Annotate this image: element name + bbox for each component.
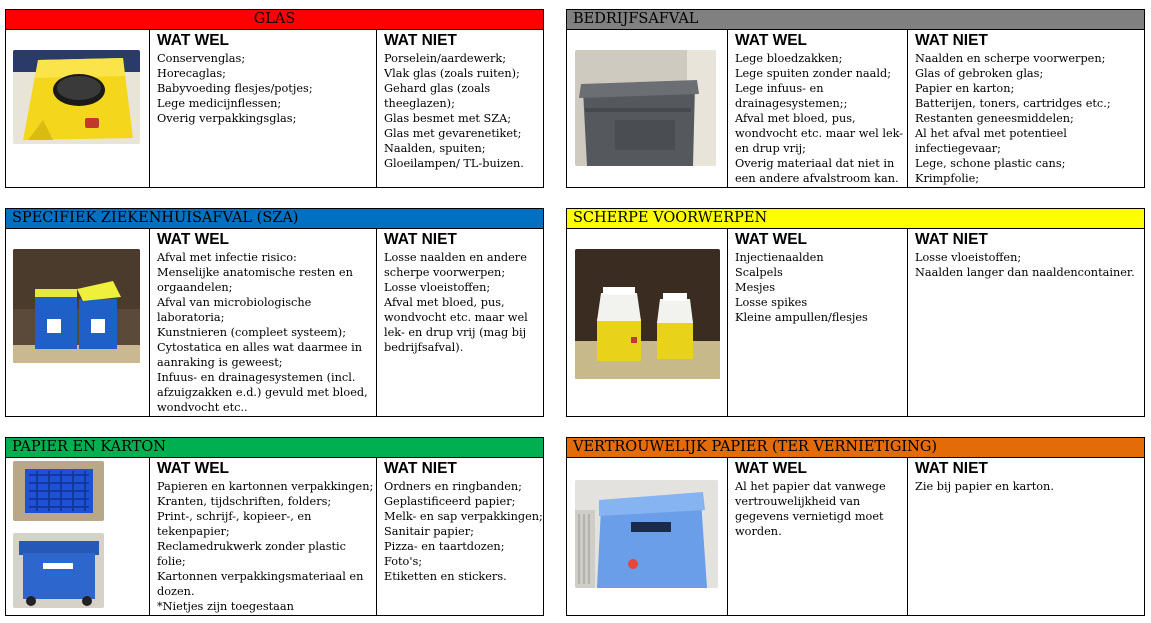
section-header-sza: SPECIFIEK ZIEKENHUISAFVAL (SZA)	[5, 208, 544, 229]
niet-list	[908, 249, 1144, 280]
niet-item: lek- en drup vrij (mag bij	[384, 326, 527, 339]
wel-item: wondvocht etc..	[157, 401, 248, 414]
blue-confidential-bin-photo	[575, 480, 718, 588]
wel-item: Afval met infectie risico:	[157, 251, 297, 264]
wel-item: drainagesystemen;;	[735, 97, 848, 110]
niet-item: Al het afval met potentieel	[915, 127, 1067, 140]
wel-item: Lege infuus- en	[735, 82, 824, 95]
niet-item: Vlak glas (zoals ruiten);	[384, 67, 520, 80]
wel-item: tekenpapier;	[157, 525, 230, 538]
wel-column-papier	[149, 458, 376, 615]
niet-item: Losse naalden en andere	[384, 251, 527, 264]
yellow-glass-bin-photo	[13, 50, 140, 144]
niet-item: theeglazen);	[384, 97, 455, 110]
wel-list	[150, 50, 376, 126]
wel-item: Lege medicijnflessen;	[157, 97, 282, 110]
wel-item: Menselijke anatomische resten en	[157, 266, 353, 279]
section-vertrouwelijk-papier	[566, 437, 1145, 616]
niet-item: Batterijen, toners, cartridges etc.;	[915, 97, 1111, 110]
niet-item: Losse vloeistoffen;	[915, 251, 1022, 264]
niet-list	[377, 50, 543, 171]
section-header-bedrijfsafval: BEDRIJFSAFVAL	[566, 9, 1145, 30]
niet-list	[908, 50, 1144, 186]
niet-item: Krimpfolie;	[915, 172, 980, 185]
niet-heading: WAT NIET	[915, 231, 988, 248]
niet-item: Afval met bloed, pus,	[384, 296, 505, 309]
niet-item: Zie bij papier en karton.	[915, 480, 1054, 493]
section-header-vertrouwelijk: VERTROUWELIJK PAPIER (TER VERNIETIGING)	[566, 437, 1145, 458]
niet-item: Gloeilampen/ TL-buizen.	[384, 157, 524, 170]
wel-item: en drup vrij;	[735, 142, 806, 155]
niet-item: Glas besmet met SZA;	[384, 112, 512, 125]
wel-item: Afval van microbiologische	[157, 296, 312, 309]
wel-item: afzuigzakken e.d.) gevuld met bloed,	[157, 386, 368, 399]
niet-item: wondvocht etc. maar wel	[384, 311, 528, 324]
wel-item: vertrouwelijkheid van	[735, 495, 861, 508]
niet-list	[377, 478, 543, 584]
wel-list	[150, 249, 376, 415]
niet-heading: WAT NIET	[384, 32, 457, 49]
blue-sza-containers-photo	[13, 249, 140, 363]
wel-item: Afval met bloed, pus,	[735, 112, 856, 125]
niet-item: Ordners en ringbanden;	[384, 480, 522, 493]
wel-item: Papieren en kartonnen verpakkingen;	[157, 480, 374, 493]
wel-item: *Nietjes zijn toegestaan	[157, 600, 294, 613]
niet-column-bedrijfsafval	[907, 30, 1144, 187]
wel-item: Mesjes	[735, 281, 776, 294]
wel-column-glas	[149, 30, 376, 187]
wel-item: Kranten, tijdschriften, folders;	[157, 495, 332, 508]
wel-item: wondvocht etc. maar wel lek-	[735, 127, 904, 140]
niet-column-sza	[376, 229, 543, 416]
niet-item: Etiketten en stickers.	[384, 570, 507, 583]
niet-item: Sanitair papier;	[384, 525, 474, 538]
wel-item: Injectienaalden	[735, 251, 824, 264]
niet-item: Porselein/aardewerk;	[384, 52, 507, 65]
wel-heading: WAT WEL	[735, 231, 808, 248]
wel-item: worden.	[735, 525, 782, 538]
niet-item: Naalden, spuiten;	[384, 142, 486, 155]
grey-container-photo	[575, 50, 716, 166]
blue-crate-photo	[13, 461, 104, 521]
wel-item: Lege spuiten zonder naald;	[735, 67, 892, 80]
section-header-glas: GLAS	[5, 9, 544, 30]
niet-item: Naalden en scherpe voorwerpen;	[915, 52, 1106, 65]
wel-item: Losse spikes	[735, 296, 808, 309]
wel-item: Overig materiaal dat niet in	[735, 157, 895, 170]
niet-column-scherpe	[907, 229, 1144, 416]
wel-column-bedrijfsafval	[727, 30, 907, 187]
photo-cell-sza	[6, 229, 149, 416]
section-glas	[5, 9, 544, 188]
niet-item: Glas met gevarenetiket;	[384, 127, 522, 140]
wel-item: Reclamedrukwerk zonder plastic	[157, 540, 347, 553]
wel-item: Infuus- en drainagesystemen (incl.	[157, 371, 356, 384]
wel-list	[728, 478, 907, 539]
wel-heading: WAT WEL	[157, 32, 230, 49]
wel-item: Scalpels	[735, 266, 783, 279]
niet-item: Naalden langer dan naaldencontainer.	[915, 266, 1135, 279]
wel-list	[150, 478, 376, 614]
niet-item: Melk- en sap verpakkingen;	[384, 510, 543, 523]
wel-column-vertrouwelijk	[727, 458, 907, 615]
wel-item: Lege bloedzakken;	[735, 52, 843, 65]
niet-item: infectiegevaar;	[915, 142, 1001, 155]
wel-item: Horecaglas;	[157, 67, 226, 80]
niet-heading: WAT NIET	[915, 460, 988, 477]
wel-item: Conservenglas;	[157, 52, 246, 65]
niet-item: bedrijfsafval).	[384, 341, 464, 354]
niet-item: Losse vloeistoffen;	[384, 281, 491, 294]
wel-item: Kunstnieren (compleet systeem);	[157, 326, 347, 339]
wel-item: Cytostatica en alles wat daarmee in	[157, 341, 363, 354]
niet-item: scherpe voorwerpen;	[384, 266, 506, 279]
wel-item: Print-, schrijf-, kopieer-, en	[157, 510, 312, 523]
section-papier-karton	[5, 437, 544, 616]
wel-heading: WAT WEL	[157, 460, 230, 477]
wel-item: folie;	[157, 555, 186, 568]
niet-column-papier	[376, 458, 543, 615]
wel-list	[728, 50, 907, 186]
photo-cell-scherpe	[567, 229, 727, 416]
wel-item: gegevens vernietigd moet	[735, 510, 884, 523]
section-sza	[5, 208, 544, 417]
niet-item: Pizza- en taartdozen;	[384, 540, 505, 553]
wel-list	[728, 249, 907, 325]
needle-containers-photo	[575, 249, 720, 379]
wel-heading: WAT WEL	[157, 231, 230, 248]
wel-item: orgaandelen;	[157, 281, 233, 294]
photo-cell-glas	[6, 30, 149, 187]
wel-item: een andere afvalstroom kan.	[735, 172, 899, 185]
niet-heading: WAT NIET	[384, 460, 457, 477]
wel-item: Kleine ampullen/flesjes	[735, 311, 868, 324]
niet-item: Glas of gebroken glas;	[915, 67, 1044, 80]
wel-heading: WAT WEL	[735, 460, 808, 477]
photo-cell-bedrijfsafval	[567, 30, 727, 187]
photo-cell-papier	[6, 458, 149, 615]
photo-cell-vertrouwelijk	[567, 458, 727, 615]
niet-list	[377, 249, 543, 355]
niet-heading: WAT NIET	[915, 32, 988, 49]
niet-column-vertrouwelijk	[907, 458, 1144, 615]
niet-item: Lege, schone plastic cans;	[915, 157, 1066, 170]
niet-item: Geplastificeerd papier;	[384, 495, 516, 508]
niet-list	[908, 478, 1144, 494]
wel-item: Al het papier dat vanwege	[735, 480, 886, 493]
wel-item: laboratoria;	[157, 311, 225, 324]
niet-item: Foto's;	[384, 555, 423, 568]
wel-item: aanraking is geweest;	[157, 356, 283, 369]
wel-item: Kartonnen verpakkingsmateriaal en	[157, 570, 364, 583]
section-scherpe-voorwerpen	[566, 208, 1145, 417]
wel-item: Overig verpakkingsglas;	[157, 112, 297, 125]
wel-column-scherpe	[727, 229, 907, 416]
wel-item: Babyvoeding flesjes/potjes;	[157, 82, 313, 95]
niet-item: Restanten geneesmiddelen;	[915, 112, 1074, 125]
niet-column-glas	[376, 30, 543, 187]
wel-item: dozen.	[157, 585, 195, 598]
wel-column-sza	[149, 229, 376, 416]
section-bedrijfsafval	[566, 9, 1145, 188]
niet-item: Gehard glas (zoals	[384, 82, 491, 95]
wel-heading: WAT WEL	[735, 32, 808, 49]
section-header-scherpe: SCHERPE VOORWERPEN	[566, 208, 1145, 229]
niet-item: Papier en karton;	[915, 82, 1015, 95]
section-header-papier: PAPIER EN KARTON	[5, 437, 544, 458]
blue-wheelie-bin-photo	[13, 533, 104, 608]
niet-heading: WAT NIET	[384, 231, 457, 248]
